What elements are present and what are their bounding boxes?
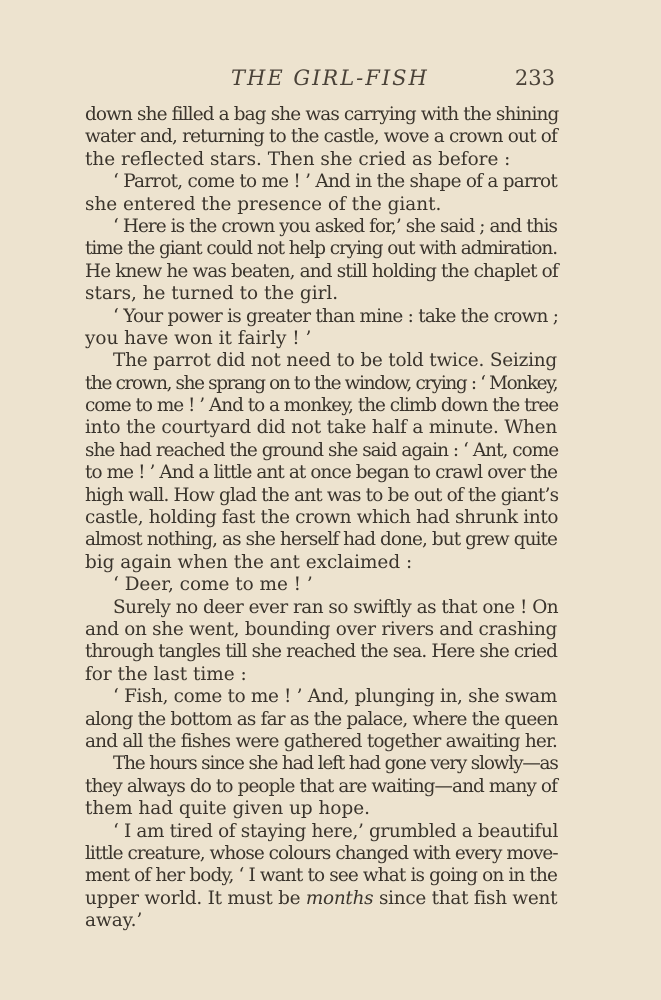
text-line bbox=[85, 888, 557, 910]
text-line: Surely no deer ever ran so swiftly as that one ! On bbox=[113, 596, 559, 618]
text-line: ment of her body, ‘ I want to see what is going on in the bbox=[85, 865, 557, 887]
text-line: The parrot did not need to be told twice. Seizing bbox=[113, 350, 557, 372]
page-number: 233 bbox=[514, 66, 555, 90]
text-line: to me ! ’ And a little ant at once began to crawl over the bbox=[85, 462, 558, 484]
text-line: little creature, whose colours changed with every move- bbox=[85, 842, 558, 864]
text-line: He knew he was beaten, and still holding the chaplet of bbox=[85, 260, 558, 282]
emphasis: months bbox=[305, 887, 374, 909]
text-line: through tangles till she reached the sea. Here she cried bbox=[85, 641, 557, 663]
text-line: The hours since she had left had gone very slowly—as bbox=[113, 753, 558, 775]
text-line: high wall. How glad the ant was to be out of the giant’s bbox=[85, 484, 559, 506]
text-line: she entered the presence of the giant. bbox=[85, 193, 442, 215]
text-line: the crown, she sprang on to the window, crying : ‘ Monkey, bbox=[85, 372, 558, 394]
text-run: since that fish went bbox=[373, 887, 558, 909]
text-line: down she filled a bag she was carrying with the shining bbox=[85, 104, 559, 125]
running-head bbox=[85, 66, 555, 96]
text-line: into the courtyard did not take half a minute. When bbox=[85, 417, 557, 439]
text-line: and on she went, bounding over rivers and crashing bbox=[85, 618, 557, 640]
body-text bbox=[85, 104, 557, 932]
text-line: ‘ Here is the crown you asked for,’ she said ; and this bbox=[113, 215, 557, 237]
text-line: ‘ I am tired of staying here,’ grumbled a beautiful bbox=[113, 820, 559, 842]
running-title: THE GIRL-FISH bbox=[231, 66, 429, 90]
text-line: for the last time : bbox=[85, 663, 247, 685]
text-line: almost nothing, as she herself had done, but grew quite bbox=[85, 529, 557, 551]
text-run: upper world. It must be bbox=[85, 887, 306, 909]
text-line: them had quite given up hope. bbox=[85, 798, 370, 820]
text-line: time the giant could not help crying out with admiration. bbox=[85, 238, 557, 260]
text-line: the reflected stars. Then she cried as before : bbox=[85, 148, 511, 170]
text-line: castle, holding fast the crown which had shrunk into bbox=[85, 507, 559, 529]
text-line: and all the fishes were gathered together awaiting her. bbox=[85, 730, 557, 752]
text-line: they always do to people that are waiting—and many of bbox=[85, 775, 557, 797]
text-line: big again when the ant exclaimed : bbox=[85, 551, 413, 573]
text-line: away.’ bbox=[85, 910, 143, 932]
text-line: ‘ Parrot, come to me ! ’ And in the shape of a parrot bbox=[113, 171, 557, 193]
text-line: along the bottom as far as the palace, where the queen bbox=[85, 708, 558, 730]
text-line: ‘ Deer, come to me ! ’ bbox=[113, 574, 313, 596]
text-line: stars, he turned to the girl. bbox=[85, 283, 339, 305]
text-line: she had reached the ground she said again : ‘ Ant, come bbox=[85, 439, 559, 461]
text-line: come to me ! ’ And to a monkey, the climb down the tree bbox=[85, 395, 559, 417]
text-line: you have won it fairly ! ’ bbox=[85, 327, 312, 349]
text-line: water and, returning to the castle, wove a crown out of bbox=[85, 126, 557, 148]
text-line: ‘ Your power is greater than mine : take the crown ; bbox=[113, 305, 559, 327]
text-line: ‘ Fish, come to me ! ’ And, plunging in, she swam bbox=[113, 686, 557, 708]
